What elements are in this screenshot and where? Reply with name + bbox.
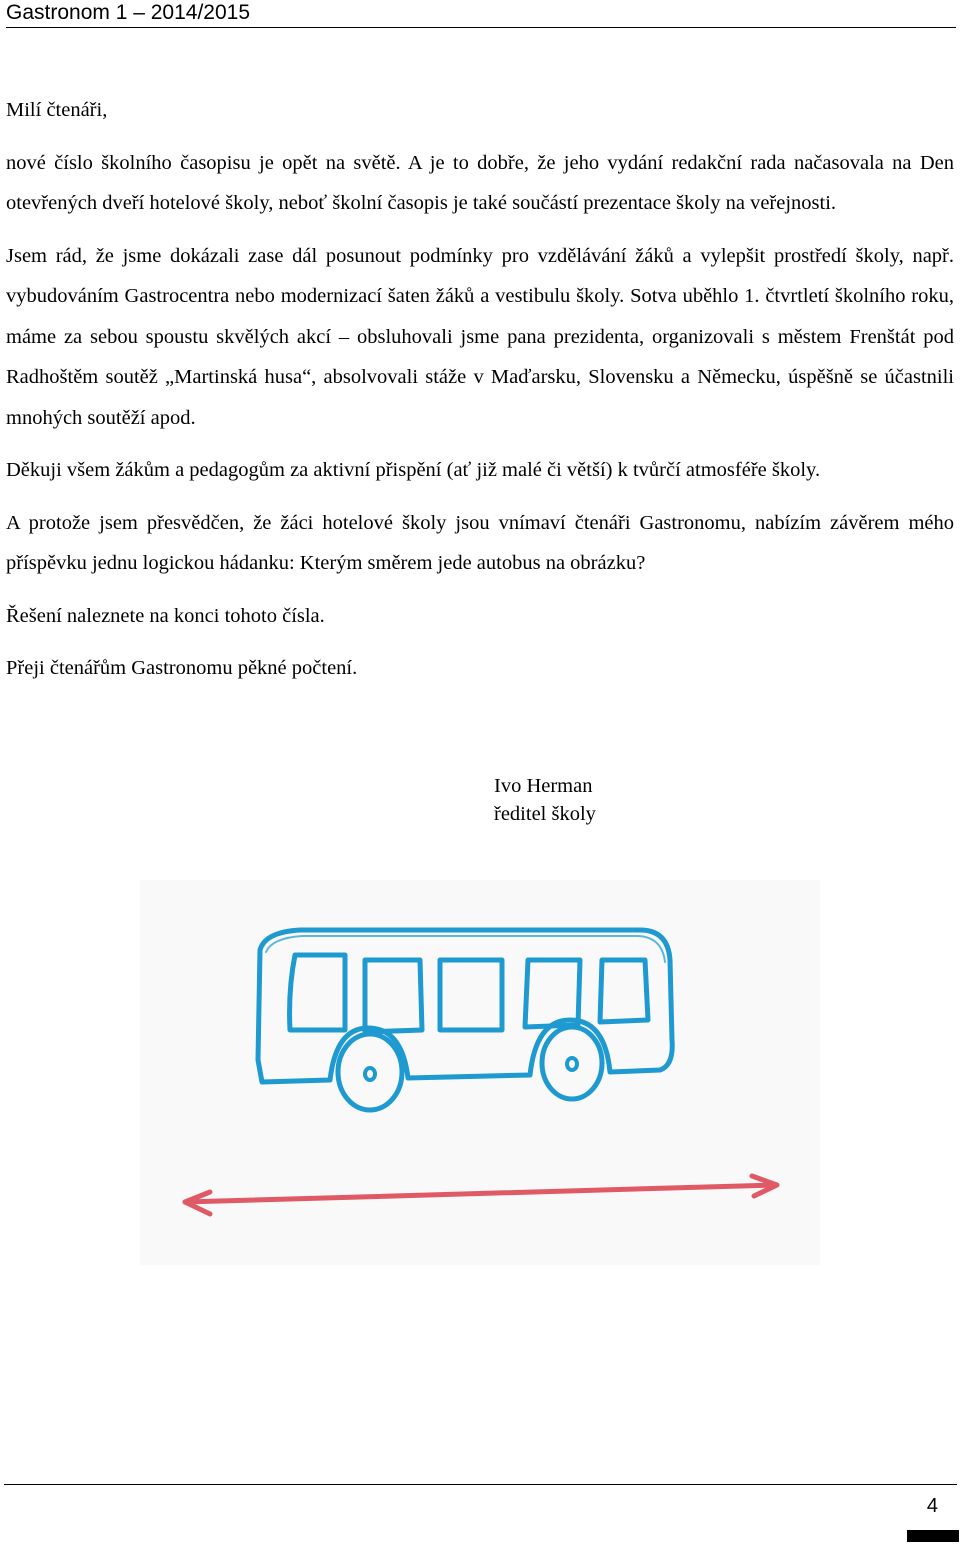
page-number: 4: [926, 1495, 938, 1517]
signature-name: Ivo Herman: [494, 775, 593, 797]
paragraph-intro: nové číslo školního časopisu je opět na světě. A je to dobře, že jeho vydání redakční rada načasovala na Den otevřených dveří hotelové školy, neboť školní časopis je také součástí prezentace školy na veřejnosti.: [6, 151, 954, 214]
letter-greeting: Milí čtenáři,: [6, 99, 108, 121]
signature-role: ředitel školy: [494, 803, 596, 825]
header-title: Gastronom 1 – 2014/2015: [6, 1, 251, 24]
bus-drawing-svg: [140, 880, 820, 1265]
page-number-bar: [907, 1530, 959, 1542]
letter-body: [6, 90, 954, 701]
paragraph-achievements: Jsem rád, že jsme dokázali zase dál posunout podmínky pro vzdělávání žáků a vylepšit prostředí školy, např. vybudováním Gastrocentra nebo modernizací šaten žáků a vestibulu školy. Sotva uběhlo 1. čtvrtletí školního roku, máme za sebou spoustu skvělých akcí – obsluhovali jsme pana prezidenta, organizovali s městem Frenštát pod Radhoštěm soutěž „Martinská husa“, absolvovali stáže v Maďarsku, Slovensku a Německu, úspěšně se účastnili mnohých soutěží apod.: [6, 244, 954, 429]
signature-block: [494, 772, 596, 828]
bus-puzzle-drawing: [140, 880, 820, 1265]
paragraph-solution-note: Řešení naleznete na konci tohoto čísla.: [6, 604, 325, 627]
paragraph-thanks: Děkuji všem žákům a pedagogům za aktivní přispění (ať již malé či větší) k tvůrčí atmosféře školy.: [6, 459, 821, 481]
bus-icon: [258, 930, 672, 1110]
double-arrow-icon: [185, 1176, 777, 1214]
paragraph-closing: Přeji čtenářům Gastronomu pěkné počtení.: [6, 657, 358, 679]
footer-rule: [4, 1484, 957, 1485]
page-header: [6, 0, 956, 28]
paragraph-puzzle: A protože jsem přesvědčen, že žáci hotelové školy jsou vnímaví čtenáři Gastronomu, nabízím závěrem mého příspěvku jednu logickou hádanku: Kterým směrem jede autobus na obrázku?: [6, 511, 954, 574]
